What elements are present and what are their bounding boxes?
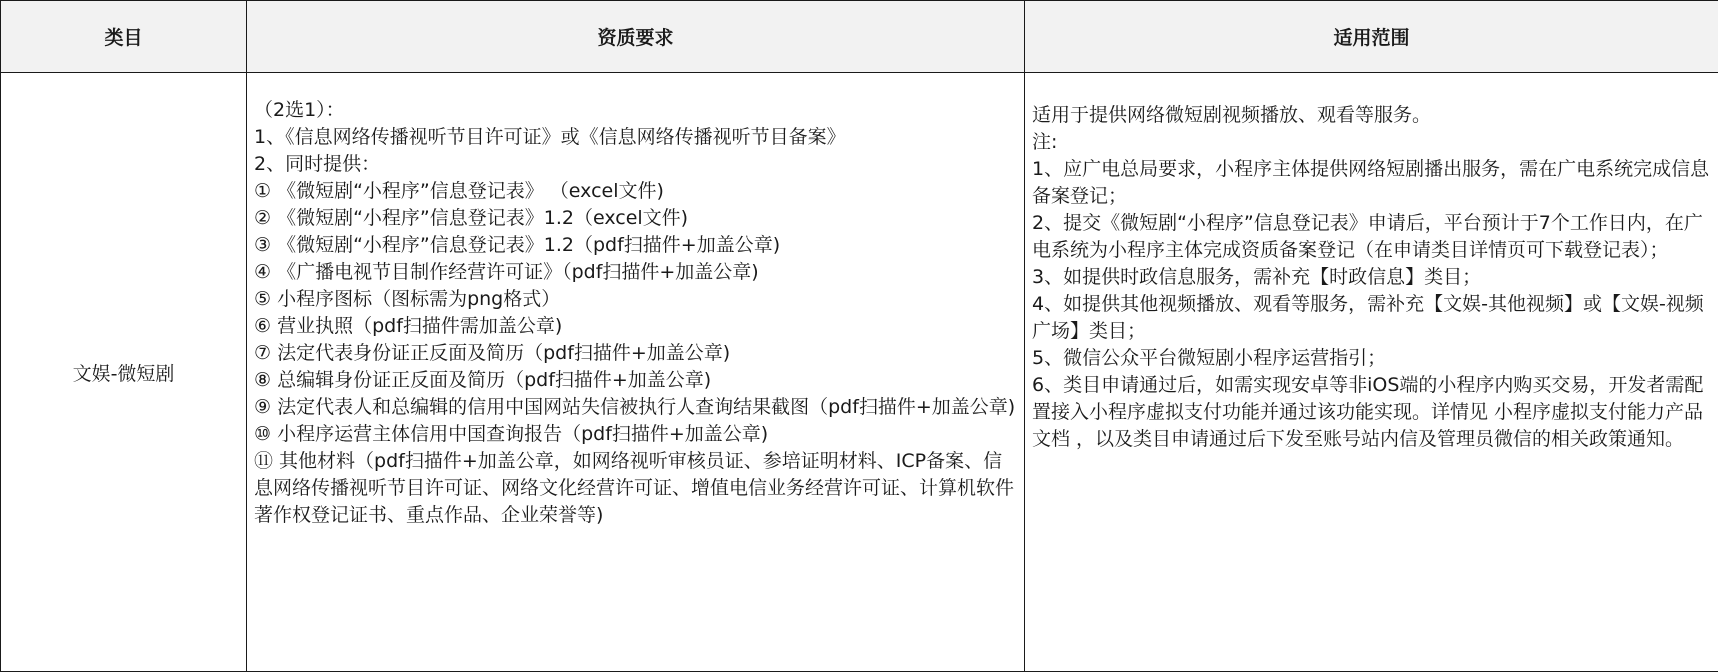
header-scope: 适用范围 [1025,1,1718,73]
scope-line: 适用于提供网络微短剧视频播放、观看等服务。 [1032,104,1432,126]
scope-line: 6、类目申请通过后，如需实现安卓等非iOS端的小程序内购买交易，开发者需配置接入小程序虚拟支付功能并通过该功能实现。详情见 小程序虚拟支付能力产品文档 ，以及类目申请通过后下发至账号站内信及管理员微信的相关政策通知。 [1032,374,1704,450]
scope-line: 4、如提供其他视频播放、观看等服务，需补充【文娱-其他视频】或【文娱-视频广场】类目； [1032,293,1704,342]
requirement-line: ④ 《广播电视节目制作经营许可证》（pdf扫描件+加盖公章) [254,261,759,283]
scope-line: 3、如提供时政信息服务，需补充【时政信息】类目； [1032,266,1482,288]
requirement-line: ① 《微短剧“小程序”信息登记表》 （excel文件) [254,180,664,202]
requirement-line: ② 《微短剧“小程序”信息登记表》1.2（excel文件) [254,207,689,229]
header-row [1,1,1718,73]
requirement-line: 2、同时提供： [254,153,381,175]
scope-line: 2、提交《微短剧“小程序”信息登记表》申请后，平台预计于7个工作日内，在广电系统为小程序主体完成资质备案登记（在申请类目详情页可下载登记表）； [1032,212,1703,261]
requirement-line: ⑩ 小程序运营主体信用中国查询报告（pdf扫描件+加盖公章) [254,423,769,445]
requirement-line: （2选1）： [254,99,345,121]
requirement-line: ③ 《微短剧“小程序”信息登记表》1.2（pdf扫描件+加盖公章) [254,234,781,256]
scope-line: 注: [1032,131,1058,153]
requirement-line: ⑨ 法定代表人和总编辑的信用中国网站失信被执行人查询结果截图（pdf扫描件+加盖公章) [254,396,1016,418]
requirement-line: ⑦ 法定代表身份证正反面及简历（pdf扫描件+加盖公章) [254,342,731,364]
scope-cell [1025,73,1718,672]
requirement-line: ⑧ 总编辑身份证正反面及简历（pdf扫描件+加盖公章) [254,369,712,391]
requirement-line: ⑥ 营业执照（pdf扫描件需加盖公章) [254,315,563,337]
requirement-line: 1、《信息网络传播视听节目许可证》或《信息网络传播视听节目备案》 [254,126,846,148]
header-requirements: 资质要求 [247,1,1025,73]
table-row [1,73,1718,672]
requirement-line: ⑪ 其他材料（pdf扫描件+加盖公章，如网络视听审核员证、参培证明材料、ICP备案、信息网络传播视听节目许可证、网络文化经营许可证、增值电信业务经营许可证、计算机软件著作权登记证书、重点作品、企业荣誉等) [254,450,1015,526]
category-cell: 文娱-微短剧 [1,73,247,672]
scope-line: 1、应广电总局要求，小程序主体提供网络短剧播出服务，需在广电系统完成信息备案登记； [1032,158,1710,207]
header-category: 类目 [1,1,247,73]
requirement-line: ⑤ 小程序图标（图标需为png格式） [254,288,561,310]
scope-line: 5、微信公众平台微短剧小程序运营指引； [1032,347,1387,369]
requirements-cell [247,73,1025,672]
